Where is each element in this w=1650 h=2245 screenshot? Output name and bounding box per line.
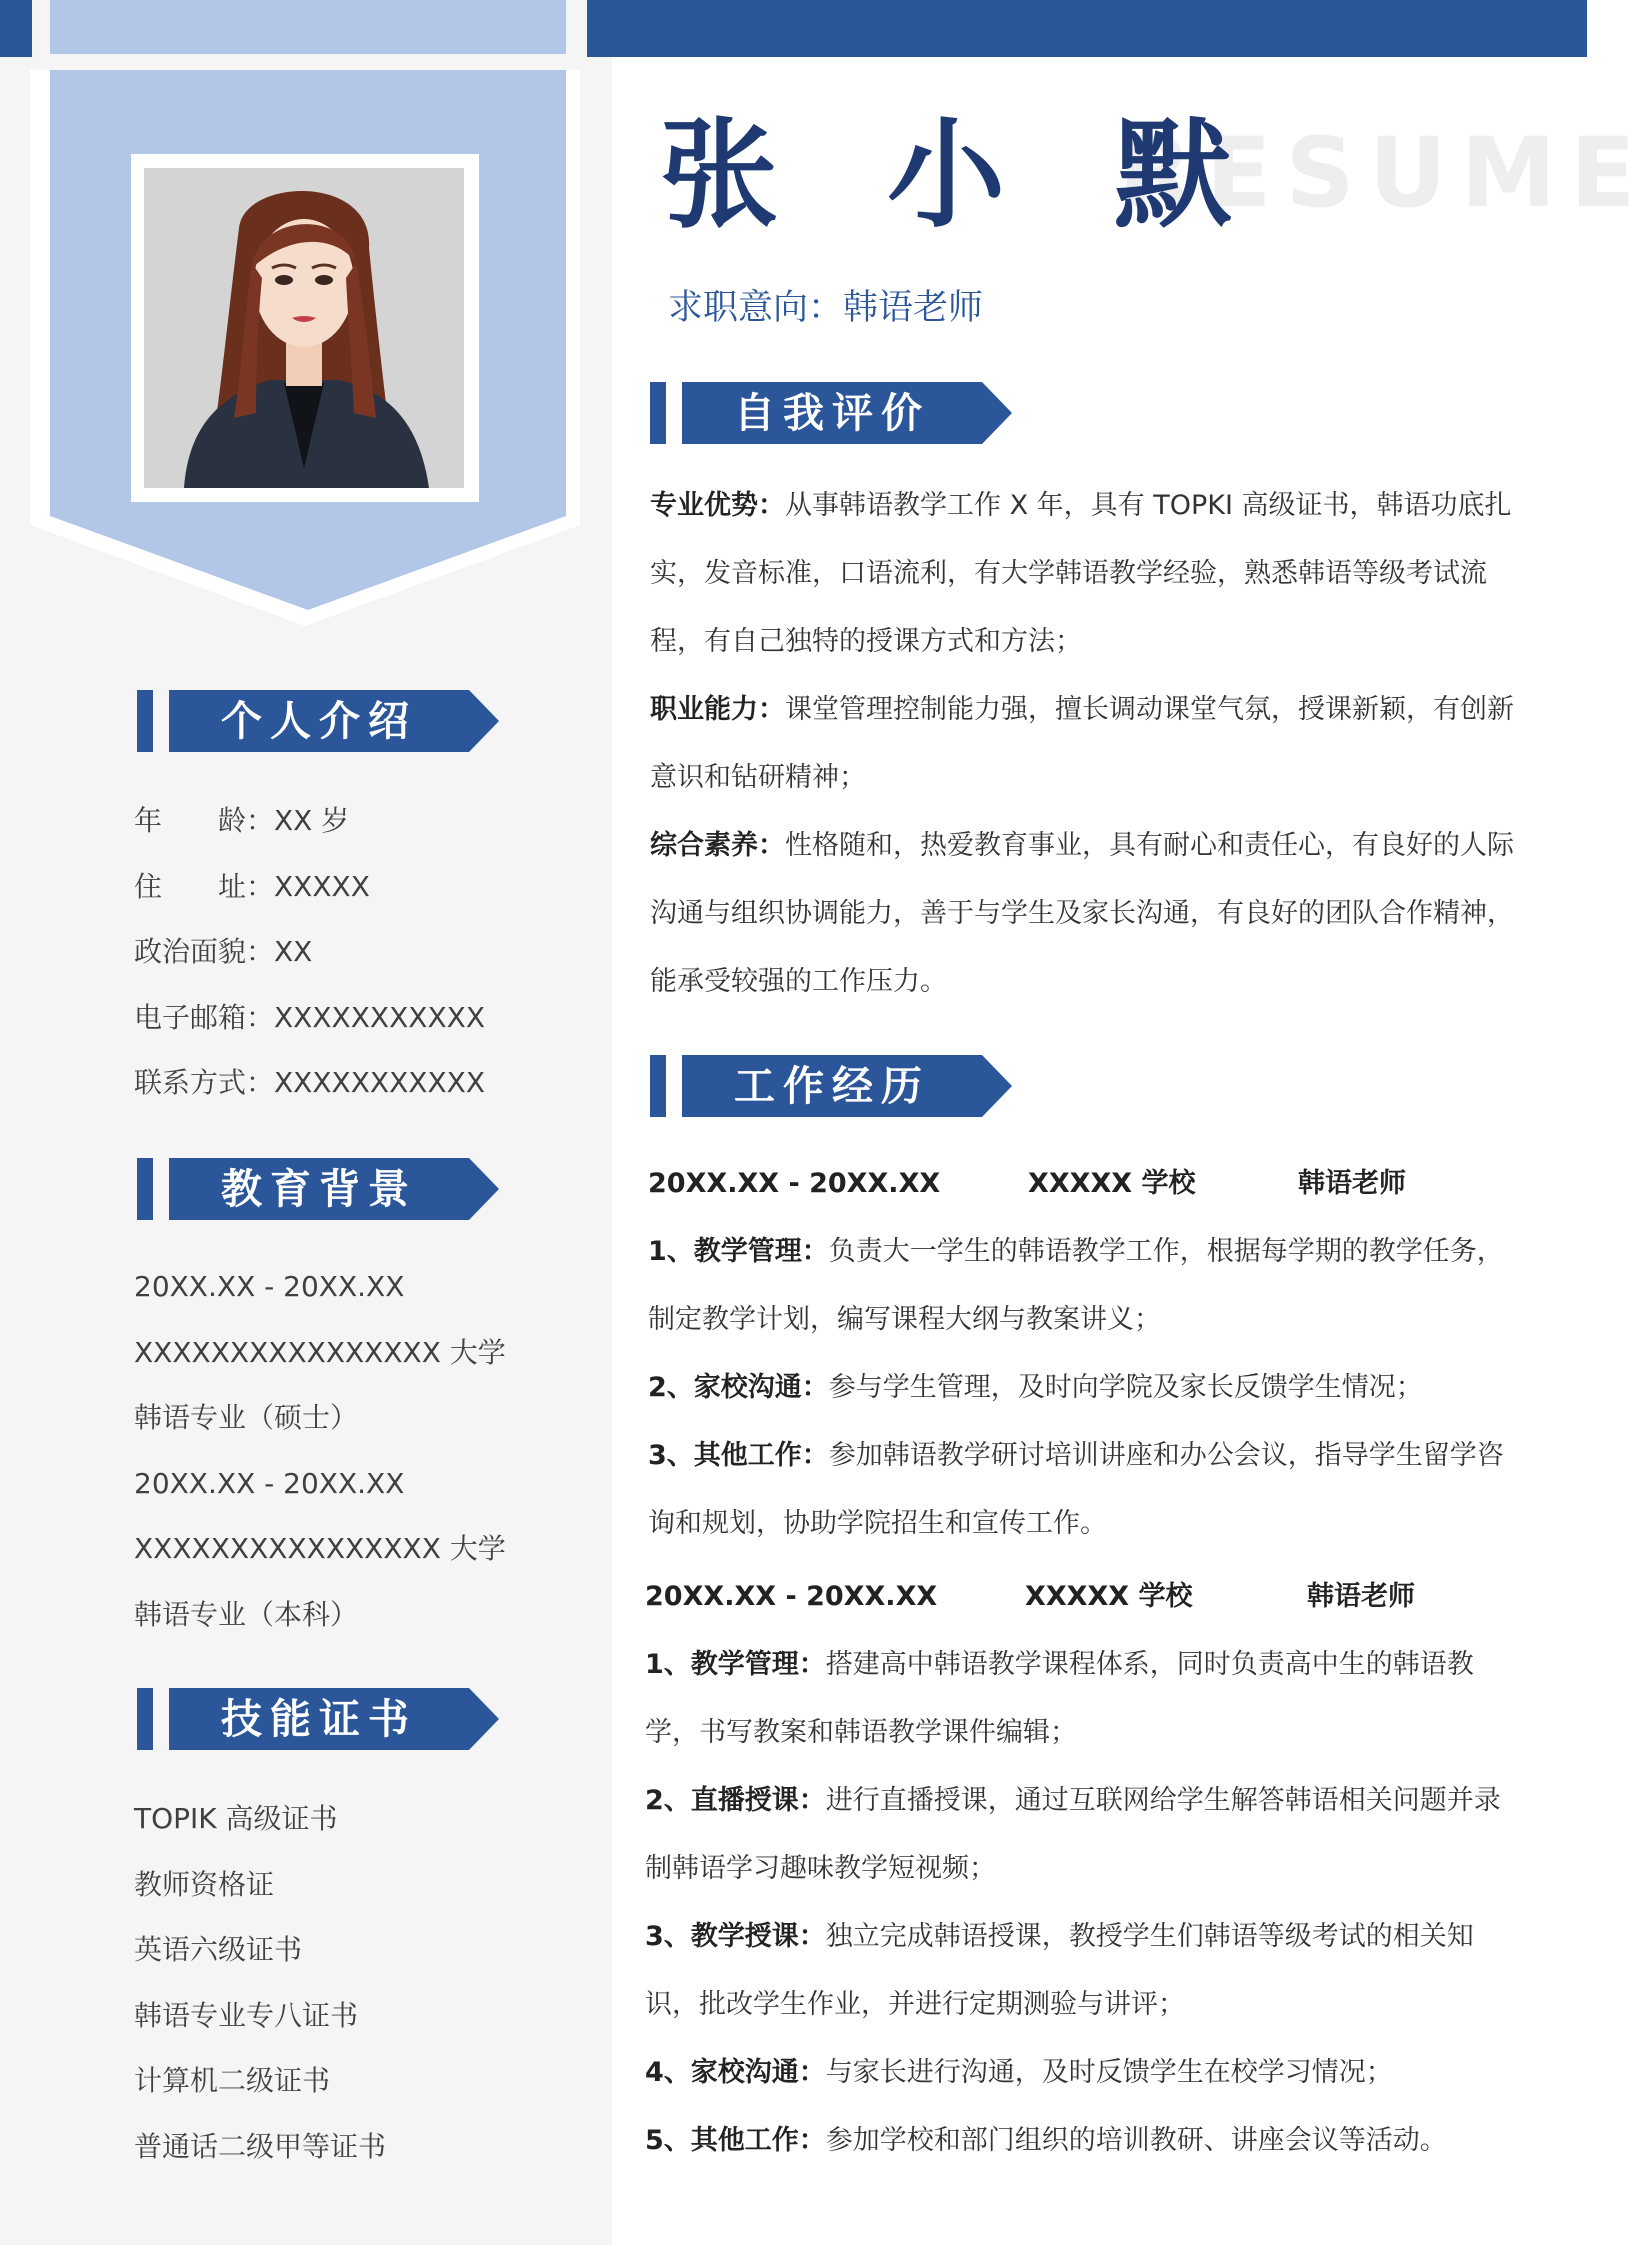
item-label: 1、教学管理： (645, 1649, 826, 1680)
section-bar (650, 382, 666, 444)
section-bar (650, 1055, 666, 1117)
list-item: TOPIK 高级证书 (134, 1802, 338, 1835)
list-item: 教师资格证 (134, 1867, 275, 1901)
item-label: 2、家校沟通： (648, 1372, 829, 1403)
list-item: 韩语专业专八证书 (134, 1998, 359, 2032)
section-title: 自我评价 (734, 389, 930, 437)
list-item: 计算机二级证书 (134, 2064, 331, 2097)
list-item: 住 址：XXXXX (134, 869, 370, 903)
list-item: XXXXXXXXXXXXXXXX 大学 (134, 1532, 506, 1565)
section-tag (682, 382, 1012, 444)
job-item (645, 1903, 1525, 2039)
section-title: 个人介绍 (221, 697, 417, 745)
item-text: 性格随和，热爱教育事业，具有耐心和责任心，有良好的人际沟通与组织协调能力，善于与学生及家长沟通，有良好的团队合作精神，能承受较强的工作压力。 (650, 830, 1514, 997)
education-list (134, 1254, 506, 1647)
section-title: 工作经历 (734, 1062, 930, 1110)
item-label: 专业优势： (650, 490, 785, 521)
list-item: 20XX.XX - 20XX.XX (134, 1466, 405, 1500)
job-objective: 求职意向：韩语老师 (668, 288, 984, 328)
item-label: 1、教学管理： (648, 1236, 829, 1267)
item-label: 3、其他工作： (648, 1440, 829, 1471)
job-item (645, 2039, 1525, 2107)
self-eval-item (650, 812, 1530, 1016)
list-item: XXXXXXXXXXXXXXXX 大学 (134, 1335, 506, 1369)
list-item: 20XX.XX - 20XX.XX (134, 1270, 405, 1303)
job-item (645, 2107, 1525, 2175)
section-bar (137, 690, 153, 752)
job-header (648, 1150, 1528, 1218)
job-period: 20XX.XX - 20XX.XX (648, 1168, 941, 1199)
item-text: 参加韩语教学研讨培训讲座和办公会议，指导学生留学咨询和规划，协助学院招生和宣传工作。 (648, 1440, 1504, 1539)
list-item: 政治面貌：XX (134, 935, 313, 968)
job-school: XXXXX 学校 (1025, 1581, 1193, 1612)
section-tag (169, 1688, 499, 1750)
job-role: 韩语老师 (1307, 1581, 1415, 1612)
item-text: 从事韩语教学工作 X 年，具有 TOPKI 高级证书，韩语功底扎实，发音标准，口语流利，有大学韩语教学经验，熟悉韩语等级考试流程，有自己独特的授课方式和方法； (650, 490, 1512, 657)
item-label: 综合素养： (650, 830, 785, 861)
item-label: 2、直播授课： (645, 1785, 826, 1816)
job-item (648, 1422, 1528, 1558)
list-item: 年 龄：XX 岁 (134, 804, 350, 837)
job-item (645, 1631, 1525, 1767)
item-text: 与家长进行沟通，及时反馈学生在校学习情况； (825, 2057, 1393, 2088)
item-text: 课堂管理控制能力强，擅长调动课堂气氛，授课新颖，有创新意识和钻研精神； (650, 694, 1514, 793)
section-tag (682, 1055, 1012, 1117)
job-item (648, 1354, 1528, 1422)
self-eval-content (650, 472, 1530, 1016)
section-tag (169, 1158, 499, 1220)
list-item: 电子邮箱：XXXXXXXXXXX (134, 1000, 485, 1034)
section-bar (137, 1158, 153, 1220)
section-tag (169, 690, 499, 752)
job-school: XXXXX 学校 (1028, 1168, 1196, 1199)
job-item (645, 1767, 1525, 1903)
job-period: 20XX.XX - 20XX.XX (645, 1581, 938, 1612)
item-label: 职业能力： (650, 694, 785, 725)
list-item: 普通话二级甲等证书 (134, 2129, 387, 2163)
personal-info-list (134, 788, 485, 1116)
item-label: 5、其他工作： (645, 2125, 826, 2156)
self-eval-item (650, 676, 1530, 812)
person-illustration-icon (144, 168, 464, 488)
job-details (645, 1631, 1525, 2175)
job-role: 韩语老师 (1298, 1168, 1406, 1199)
item-text: 进行直播授课，通过互联网给学生解答韩语相关问题并录制韩语学习趣味教学短视频； (645, 1785, 1501, 1884)
list-item: 韩语专业（本科） (134, 1597, 359, 1631)
job-details (648, 1218, 1528, 1558)
item-text: 独立完成韩语授课，教授学生们韩语等级考试的相关知识，批改学生作业，并进行定期测验与讲评； (645, 1921, 1474, 2020)
item-text: 参加学校和部门组织的培训教研、讲座会议等活动。 (825, 2125, 1447, 2156)
item-label: 4、家校沟通： (645, 2057, 826, 2088)
self-eval-item (650, 472, 1530, 676)
item-text: 参与学生管理，及时向学院及家长反馈学生情况； (828, 1372, 1423, 1403)
section-bar (137, 1688, 153, 1750)
skills-list (134, 1786, 386, 2179)
list-item: 联系方式：XXXXXXXXXXX (134, 1066, 485, 1099)
job-header (645, 1563, 1525, 1631)
profile-photo (144, 168, 464, 488)
top-accent-bar-right (587, 0, 1587, 57)
item-text: 负责大一学生的韩语教学工作，根据每学期的教学任务，制定教学计划，编写课程大纲与教案讲义； (648, 1236, 1504, 1335)
job-item (648, 1218, 1528, 1354)
section-title: 技能证书 (221, 1695, 417, 1743)
resume-watermark: RESUME (1118, 117, 1650, 229)
candidate-name: 张 小 默 (660, 106, 1267, 244)
item-text: 搭建高中韩语教学课程体系，同时负责高中生的韩语教学，书写教案和韩语教学课件编辑； (645, 1649, 1474, 1748)
banner-top-strip (50, 0, 566, 54)
top-accent-bar-left (0, 0, 32, 57)
item-label: 3、教学授课： (645, 1921, 826, 1952)
list-item: 英语六级证书 (134, 1933, 303, 1966)
section-title: 教育背景 (221, 1165, 417, 1213)
list-item: 韩语专业（硕士） (134, 1401, 359, 1434)
